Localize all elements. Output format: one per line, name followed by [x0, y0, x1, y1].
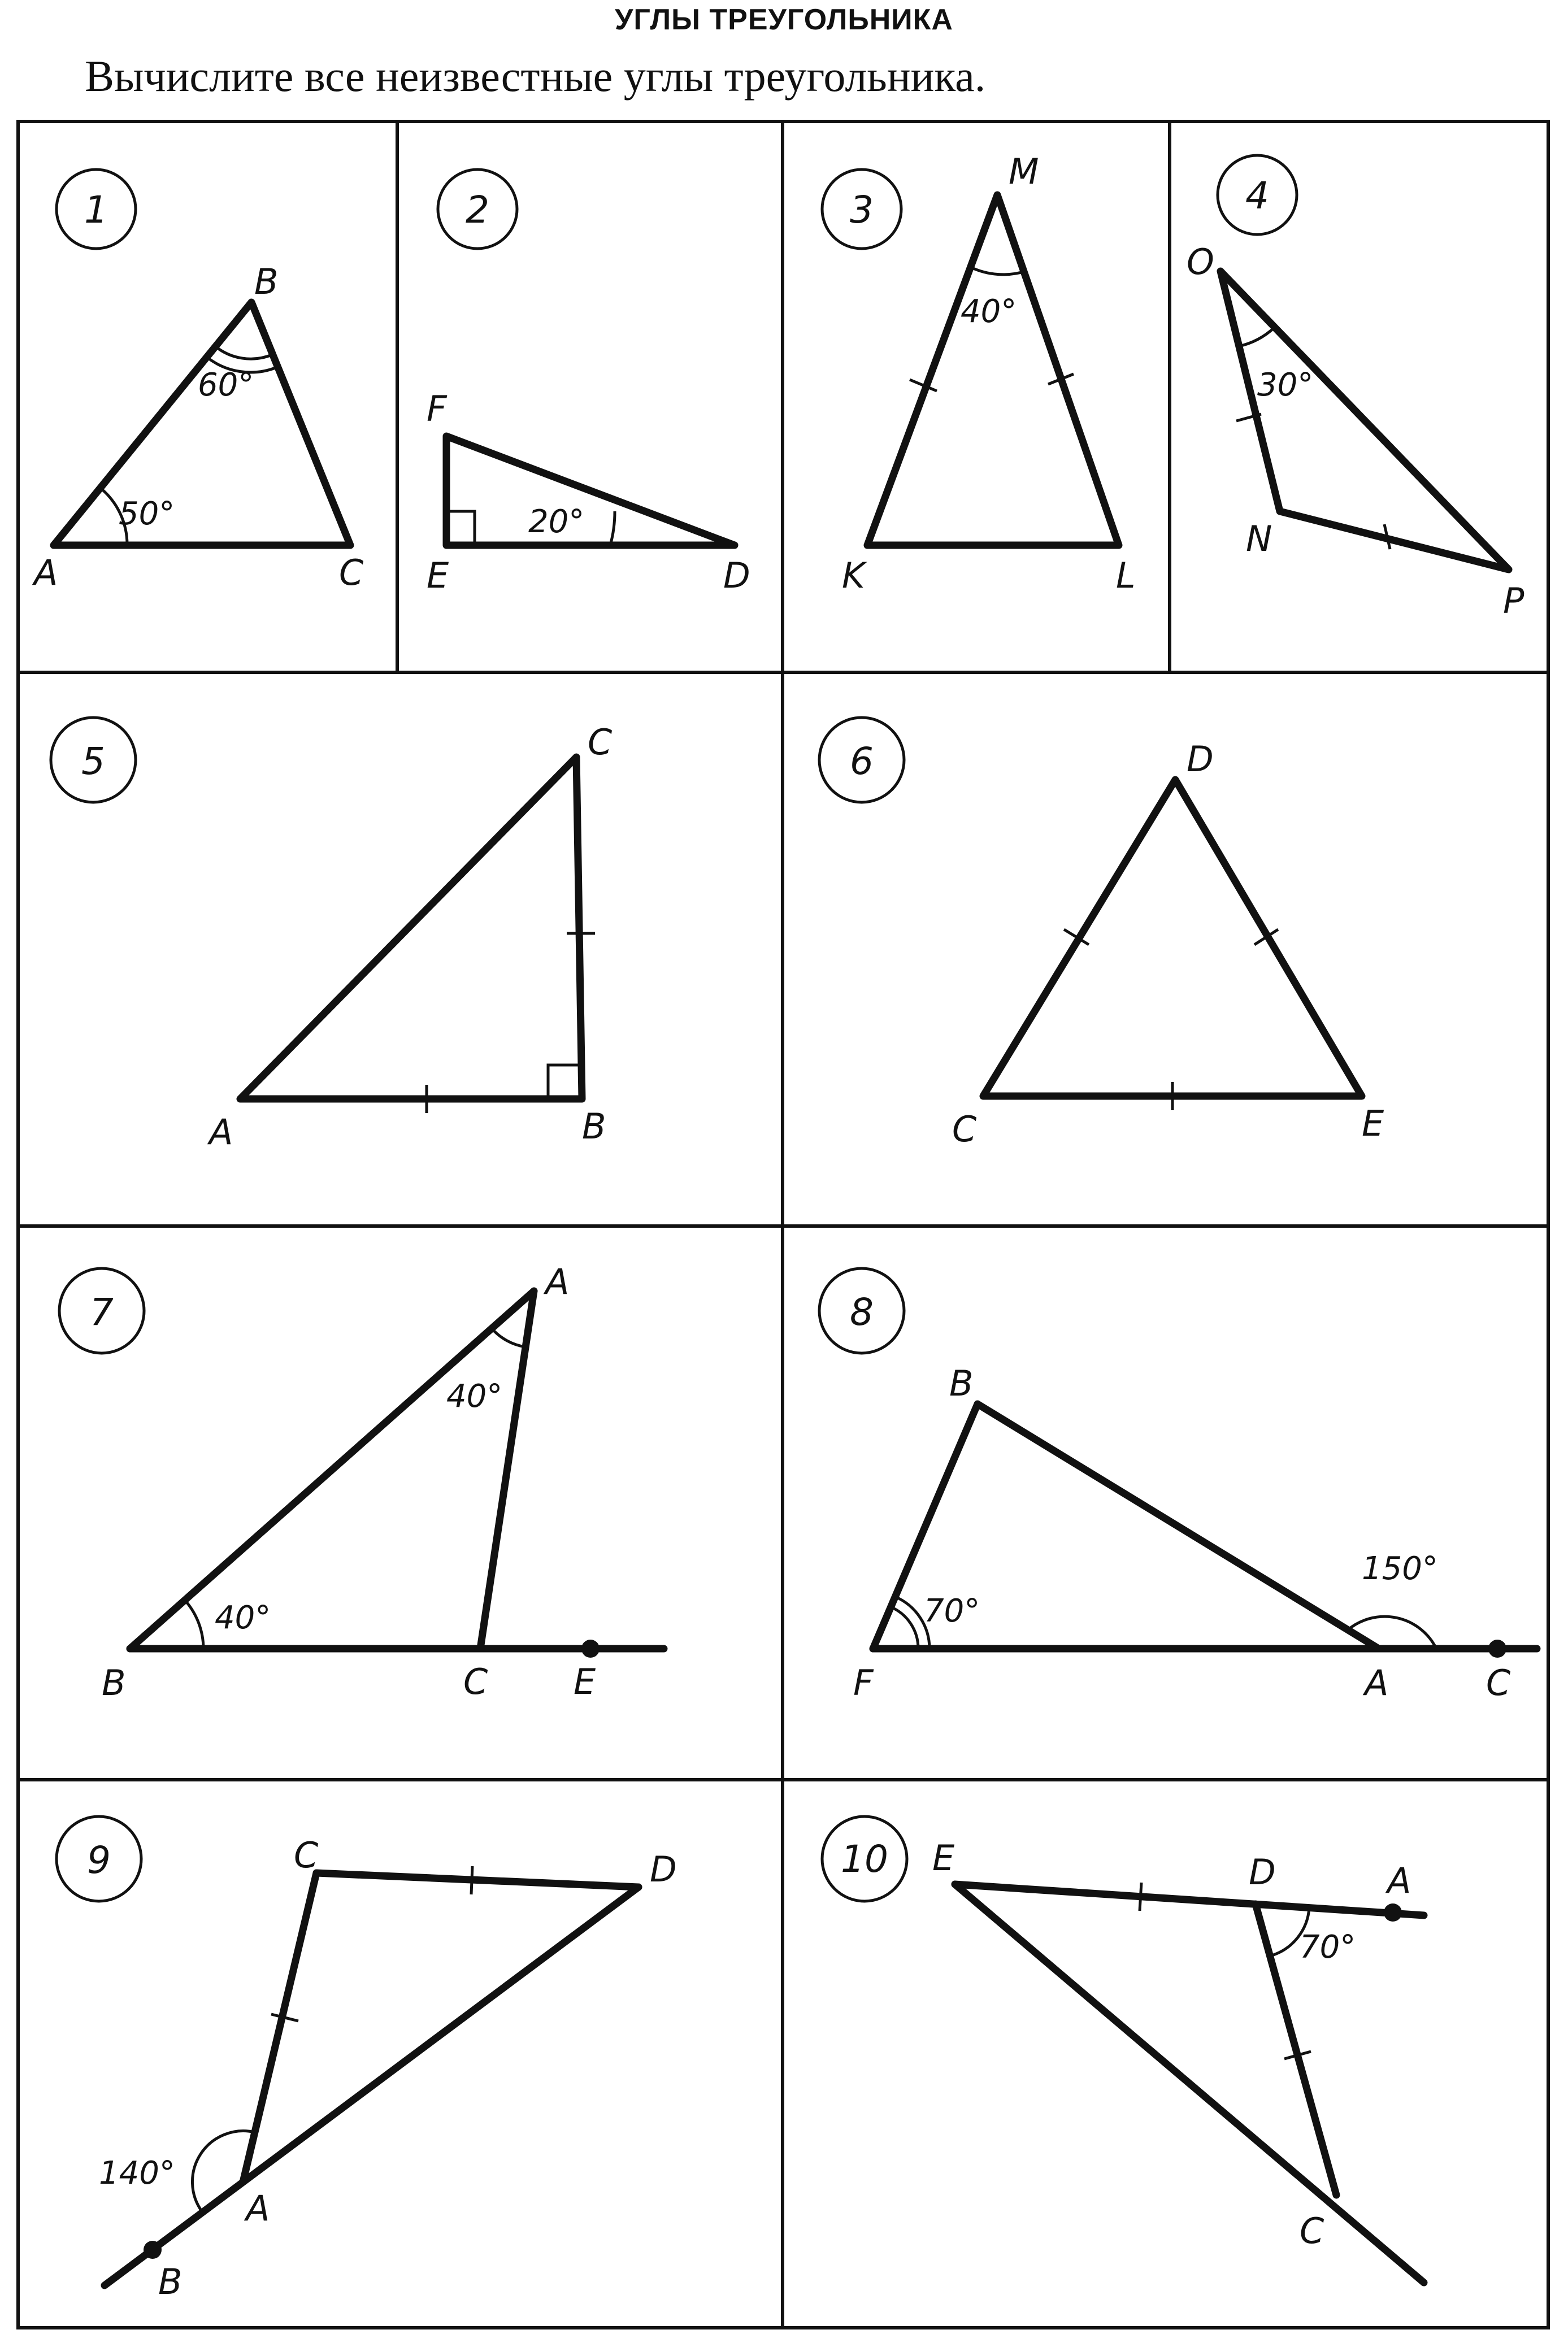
- problem-7: [59, 1261, 664, 1703]
- vertex-label: E: [574, 1661, 596, 1702]
- vertex-label: L: [1116, 555, 1136, 596]
- triangle: [446, 436, 735, 545]
- problem-8: [819, 1268, 1537, 1703]
- vertex-label: E: [932, 1837, 955, 1879]
- angle-label: 30°: [1257, 367, 1314, 403]
- right-angle-mark: [548, 1065, 582, 1099]
- vertex-label: D: [1249, 1851, 1276, 1893]
- vertex-label: A: [1387, 1860, 1411, 1901]
- problem-5: [51, 718, 613, 1153]
- vertex-label: D: [723, 555, 750, 596]
- problem-2: [427, 169, 750, 596]
- vertex-label: E: [427, 555, 449, 596]
- angle-arc: [610, 511, 615, 545]
- angle-arc: [185, 1600, 203, 1649]
- problem-number: 5: [81, 740, 105, 783]
- angle-label: 70°: [1300, 1929, 1356, 1966]
- problem-number: 4: [1245, 174, 1269, 218]
- angle-label: 150°: [1362, 1550, 1438, 1587]
- angle-label: 40°: [215, 1600, 271, 1636]
- problem-6: [819, 718, 1384, 1150]
- vertex-label: O: [1187, 241, 1214, 282]
- vertex-label: D: [1187, 738, 1214, 780]
- vertex-label: A: [246, 2188, 270, 2229]
- triangle: [54, 302, 350, 545]
- problem-number: 3: [850, 188, 874, 232]
- vertex-label: E: [1362, 1103, 1384, 1144]
- extended-line: [105, 1887, 639, 2285]
- worksheet-instruction: Вычислите все неизвестные углы треугольника.: [85, 51, 986, 101]
- point-marker: [1384, 1903, 1402, 1922]
- point-marker: [581, 1640, 600, 1658]
- side-line: [480, 1291, 534, 1649]
- vertex-label: N: [1246, 518, 1272, 559]
- angle-label: 20°: [528, 503, 585, 540]
- angle-label: 40°: [961, 293, 1017, 330]
- angle-label: 70°: [924, 1593, 980, 1629]
- problem-4: [1187, 155, 1524, 621]
- triangle: [240, 757, 582, 1099]
- vertex-label: F: [853, 1662, 874, 1703]
- side-line: [130, 1291, 534, 1649]
- vertex-label: M: [1009, 151, 1039, 192]
- problem-number: 6: [850, 740, 874, 783]
- vertex-label: C: [952, 1109, 977, 1150]
- point-marker: [144, 2241, 162, 2259]
- angle-arc: [492, 1328, 525, 1347]
- triangle: [867, 195, 1119, 545]
- angle-label: 40°: [446, 1378, 503, 1415]
- vertex-label: B: [158, 2261, 183, 2302]
- problem-1: [32, 169, 364, 593]
- vertex-label: B: [254, 261, 279, 302]
- angle-label: 60°: [198, 367, 254, 403]
- vertex-label: C: [339, 552, 364, 593]
- problem-number: 9: [87, 1839, 111, 1882]
- angle-arc: [1348, 1616, 1436, 1649]
- vertex-label: C: [1486, 1662, 1511, 1703]
- angle-arc: [1239, 328, 1274, 346]
- point-marker: [1488, 1640, 1506, 1658]
- triangle: [983, 780, 1362, 1096]
- problem-number: 1: [84, 188, 108, 232]
- angle-label: 140°: [99, 2155, 175, 2192]
- vertex-label: B: [582, 1106, 606, 1147]
- equal-side-tick: [1140, 1883, 1141, 1911]
- angle-label: 50°: [119, 496, 175, 532]
- vertex-label: A: [209, 1111, 233, 1153]
- problem-number: 8: [850, 1290, 874, 1334]
- problem-3: [822, 151, 1136, 596]
- vertex-label: C: [1300, 2210, 1324, 2252]
- angle-arc: [971, 267, 1026, 275]
- problem-9: [57, 1816, 677, 2302]
- problem-number: 10: [841, 1837, 888, 1881]
- vertex-label: P: [1503, 580, 1524, 621]
- vertex-label: A: [1365, 1662, 1389, 1703]
- vertex-label: F: [427, 388, 447, 429]
- vertex-label: C: [463, 1661, 488, 1702]
- worksheet-title: УГЛЫ ТРЕУГОЛЬНИКА: [615, 3, 953, 36]
- vertex-label: K: [842, 555, 865, 596]
- vertex-label: B: [102, 1662, 126, 1703]
- problem-10: [822, 1816, 1424, 2283]
- vertex-label: C: [294, 1835, 319, 1876]
- problem-number: 7: [90, 1290, 114, 1334]
- equal-side-tick: [471, 1866, 472, 1894]
- side-line: [316, 1873, 639, 1887]
- extended-line: [955, 1884, 1424, 1915]
- vertex-label: B: [949, 1363, 974, 1404]
- angle-arc: [891, 1607, 918, 1649]
- vertex-label: A: [545, 1261, 570, 1302]
- vertex-label: C: [588, 722, 613, 763]
- vertex-label: A: [34, 552, 58, 593]
- side-line: [978, 1404, 1379, 1649]
- problem-number: 2: [466, 188, 489, 232]
- right-angle-mark: [446, 511, 475, 545]
- angle-arc: [215, 346, 272, 359]
- vertex-label: D: [650, 1849, 677, 1890]
